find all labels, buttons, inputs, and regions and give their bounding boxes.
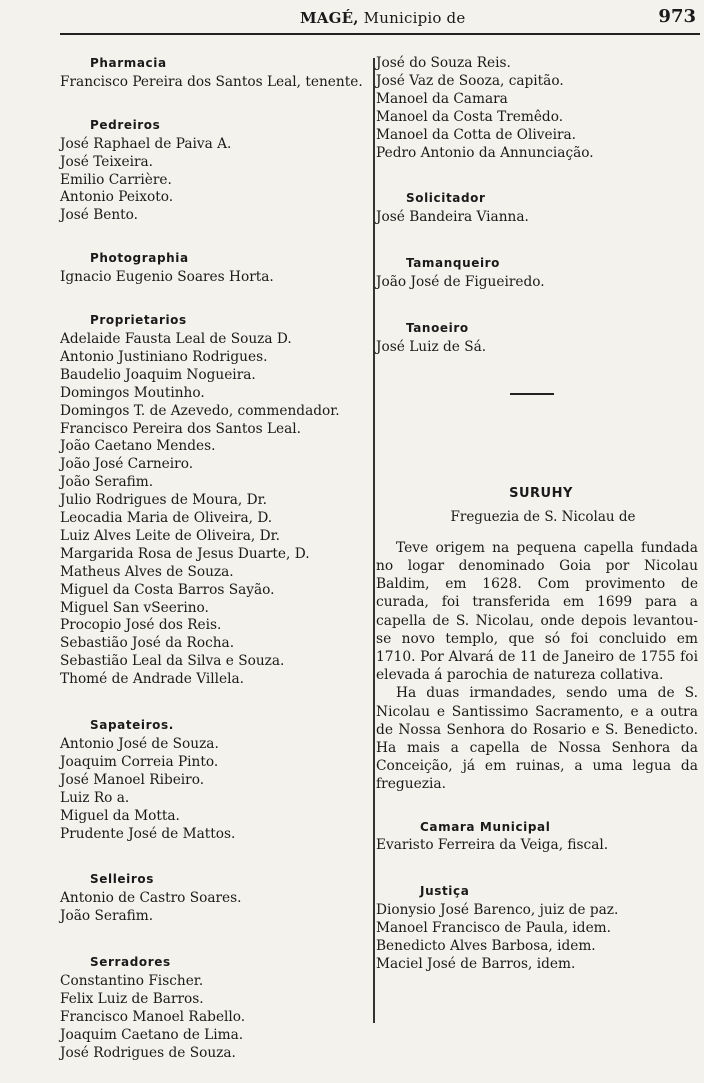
section-heading: Sapateiros. bbox=[90, 718, 174, 733]
directory-entry: José Teixeira. bbox=[60, 153, 153, 170]
directory-section bbox=[60, 871, 372, 926]
directory-entry: João José de Figueiredo. bbox=[376, 274, 545, 291]
directory-entry: Francisco Pereira dos Santos Leal, tenente. bbox=[60, 73, 363, 90]
directory-entry: Dionysio José Barenco, juiz de paz. bbox=[376, 902, 619, 919]
running-title-place: MAGÉ, bbox=[300, 9, 359, 27]
directory-entry: Francisco Manoel Rabello. bbox=[60, 1008, 246, 1025]
directory-section bbox=[60, 55, 372, 92]
right-column bbox=[376, 55, 698, 974]
directory-entry: Luiz Alves Leite de Oliveira, Dr. bbox=[60, 527, 281, 544]
section-heading: Serradores bbox=[90, 955, 171, 970]
section-heading: Tanoeiro bbox=[406, 321, 469, 336]
section-gap bbox=[60, 689, 372, 717]
directory-entry: José Luiz de Sá. bbox=[376, 338, 487, 355]
directory-entry: Adelaide Fausta Leal de Souza D. bbox=[60, 330, 292, 347]
directory-entry: Luiz Ro a. bbox=[60, 789, 130, 806]
running-title bbox=[300, 9, 465, 27]
suruhy-title: SURUHY bbox=[509, 485, 573, 501]
directory-entry: Joaquim Correia Pinto. bbox=[60, 753, 219, 770]
directory-entry: João Caetano Mendes. bbox=[60, 438, 216, 455]
directory-entry: João Serafim. bbox=[60, 474, 154, 491]
directory-entry: Miguel da Motta. bbox=[60, 807, 180, 824]
directory-section bbox=[60, 954, 372, 1062]
directory-entry: Pedro Antonio da Annunciação. bbox=[376, 144, 594, 161]
section-entries bbox=[376, 274, 698, 292]
directory-entry: Prudente José de Mattos. bbox=[60, 825, 236, 842]
suruhy-history bbox=[376, 539, 698, 794]
directory-entry: Sebastião Leal da Silva e Souza. bbox=[60, 653, 285, 670]
directory-entry: Margarida Rosa de Jesus Duarte, D. bbox=[60, 545, 310, 562]
directory-entry: Miguel da Costa Barros Sayão. bbox=[60, 581, 275, 598]
directory-entry: José Bandeira Vianna. bbox=[376, 209, 529, 226]
directory-section bbox=[376, 883, 698, 974]
section-entries bbox=[60, 74, 372, 92]
directory-entry: Antonio José de Souza. bbox=[60, 736, 219, 752]
directory-entry: Francisco Pereira dos Santos Leal. bbox=[60, 420, 302, 437]
section-heading: Tamanqueiro bbox=[406, 256, 501, 271]
section-gap bbox=[60, 926, 372, 954]
section-gap bbox=[376, 855, 698, 883]
directory-entry: Miguel San vSeerino. bbox=[60, 599, 209, 616]
header-rule bbox=[60, 33, 700, 35]
directory-entry: João Serafim. bbox=[60, 908, 154, 925]
directory-entry: José Raphael de Paiva A. bbox=[60, 135, 232, 152]
directory-section bbox=[376, 190, 698, 227]
directory-entry: José Rodrigues de Souza. bbox=[60, 1044, 236, 1061]
section-entries bbox=[376, 902, 698, 974]
directory-entry: Benedicto Alves Barbosa, idem. bbox=[376, 938, 596, 955]
directory-entry: Evaristo Ferreira da Veiga, fiscal. bbox=[376, 837, 609, 854]
directory-entry: José Bento. bbox=[60, 207, 139, 224]
history-paragraph-2: Ha duas irmandades, sendo uma de S. Nicolau e Santissimo Sacramento, e a outra de Nossa Senhora do Rosario e S. Benedicto. Ha mais a capella de Nossa Senhora da Conceição, já em ruinas, a uma legua da freguezia. bbox=[376, 685, 698, 793]
section-heading: Camara Municipal bbox=[420, 819, 551, 834]
directory-entry: Maciel José de Barros, idem. bbox=[376, 955, 576, 972]
section-heading: Proprietarios bbox=[90, 313, 187, 328]
directory-entry: Felix Luiz de Barros. bbox=[60, 990, 204, 1007]
directory-entry: Antonio Peixoto. bbox=[60, 189, 174, 206]
directory-entry: Ignacio Eugenio Soares Horta. bbox=[60, 269, 274, 286]
directory-entry: Manoel da Camara bbox=[376, 90, 508, 107]
directory-section bbox=[60, 717, 372, 843]
directory-entry: Leocadia Maria de Oliveira, D. bbox=[60, 510, 273, 527]
directory-section bbox=[60, 312, 372, 689]
directory-entry: Antonio de Castro Soares. bbox=[60, 890, 242, 907]
running-title-rest: Municipio de bbox=[358, 9, 466, 27]
directory-entry: Matheus Alves de Souza. bbox=[60, 563, 234, 580]
section-entries bbox=[376, 209, 698, 227]
section-entries bbox=[376, 837, 698, 855]
right-top-list bbox=[376, 55, 698, 162]
directory-entry: Joaquim Caetano de Lima. bbox=[60, 1026, 244, 1043]
section-heading: Solicitador bbox=[406, 191, 486, 206]
directory-entry: Antonio Justiniano Rodrigues. bbox=[60, 348, 268, 365]
section-entries bbox=[60, 890, 372, 926]
directory-entry: Sebastião José da Rocha. bbox=[60, 635, 235, 652]
directory-entry: José do Souza Reis. bbox=[376, 55, 511, 71]
section-entries bbox=[376, 339, 698, 357]
section-entries bbox=[60, 331, 372, 689]
section-heading: Pedreiros bbox=[90, 117, 161, 132]
section-gap bbox=[60, 225, 372, 250]
section-gap bbox=[60, 92, 372, 117]
section-heading: Selleiros bbox=[90, 872, 154, 887]
left-column bbox=[60, 55, 372, 1063]
directory-section bbox=[376, 255, 698, 292]
directory-entry: Domingos Moutinho. bbox=[60, 384, 205, 401]
directory-entry: João José Carneiro. bbox=[60, 456, 194, 473]
directory-entry: Emilio Carrière. bbox=[60, 171, 172, 188]
right-sections bbox=[376, 162, 698, 356]
directory-entry: Julio Rodrigues de Moura, Dr. bbox=[60, 492, 267, 509]
column-divider bbox=[373, 58, 375, 1023]
directory-entry: Domingos T. de Azevedo, commendador. bbox=[60, 402, 340, 419]
page-header bbox=[0, 0, 704, 34]
section-gap bbox=[376, 794, 698, 819]
directory-section bbox=[60, 250, 372, 287]
directory-entry: Thomé de Andrade Villela. bbox=[60, 671, 244, 688]
section-heading: Justiça bbox=[420, 884, 470, 899]
directory-entry: Baudelio Joaquim Nogueira. bbox=[60, 366, 256, 383]
section-entries bbox=[60, 973, 372, 1063]
section-heading: Pharmacia bbox=[90, 56, 167, 70]
section-entries bbox=[60, 736, 372, 843]
directory-section bbox=[376, 819, 698, 856]
right-top-entries bbox=[376, 55, 698, 162]
directory-entry: Procopio José dos Reis. bbox=[60, 617, 222, 634]
directory-section bbox=[60, 117, 372, 225]
suruhy-subtitle: Freguezia de S. Nicolau de bbox=[450, 508, 636, 525]
directory-entry: José Vaz de Sooza, capitão. bbox=[376, 72, 564, 89]
section-heading: Photographia bbox=[90, 251, 189, 266]
directory-entry: Manoel da Cotta de Oliveira. bbox=[376, 126, 577, 143]
section-rule bbox=[510, 393, 554, 395]
section-entries bbox=[60, 269, 372, 287]
directory-entry: Manoel Francisco de Paula, idem. bbox=[376, 920, 611, 937]
history-paragraph-1: Teve origem na pequena capella fundada no logar denominado Goia por Nicolau Baldim, em 1628. Com provimento de curada, foi transferida em 1699 para a capella de S. Nicolau, onde depois levantou-se novo templo, que só foi concluido em 1710. Por Alvará de 11 de Janeiro de 1755 foi elevada á parochia de natureza collativa. bbox=[376, 539, 698, 684]
section-gap bbox=[376, 292, 698, 320]
page-number: 973 bbox=[658, 6, 696, 27]
section-gap bbox=[60, 843, 372, 871]
right-bottom-sections bbox=[376, 794, 698, 974]
section-gap bbox=[376, 162, 698, 190]
directory-section bbox=[376, 320, 698, 357]
section-gap bbox=[376, 227, 698, 255]
section-entries bbox=[60, 136, 372, 226]
directory-entry: José Manoel Ribeiro. bbox=[60, 771, 205, 788]
directory-entry: Constantino Fischer. bbox=[60, 973, 204, 990]
section-gap bbox=[60, 287, 372, 312]
directory-entry: Manoel da Costa Tremêdo. bbox=[376, 108, 564, 125]
